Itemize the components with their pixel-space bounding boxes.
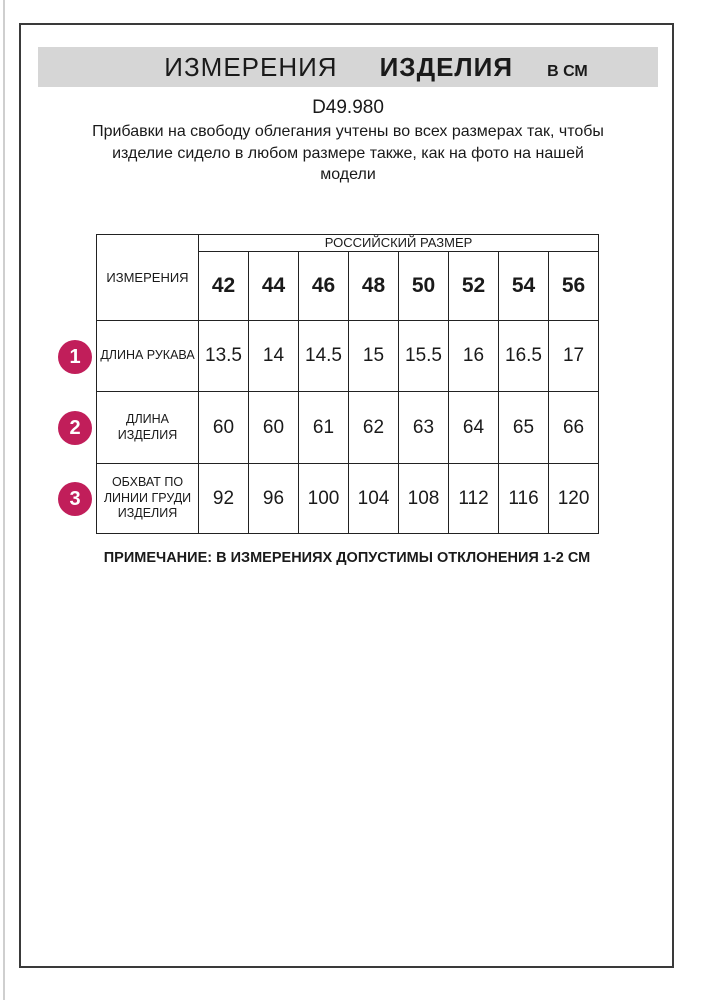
measurement-value-cell: 61	[299, 392, 349, 464]
measurement-value-cell: 63	[399, 392, 449, 464]
size-header-cell: 50	[399, 252, 449, 321]
row-number-badge: 3	[58, 482, 92, 516]
measurement-value-cell: 116	[499, 464, 549, 534]
measurement-value-cell: 15.5	[399, 321, 449, 392]
size-table	[96, 234, 599, 534]
measurement-value-cell: 15	[349, 321, 399, 392]
row-number-badge: 2	[58, 411, 92, 445]
size-header-cell: 56	[549, 252, 599, 321]
table-corner-header: ИЗМЕРЕНИЯ	[97, 235, 199, 321]
measurement-value-cell: 64	[449, 392, 499, 464]
size-header-cell: 46	[299, 252, 349, 321]
measurement-label: ОБХВАТ ПО ЛИНИИ ГРУДИ ИЗДЕЛИЯ	[97, 464, 199, 534]
measurement-value-cell: 100	[299, 464, 349, 534]
measurement-row	[97, 321, 599, 392]
scan-edge-line	[3, 0, 5, 1000]
measurement-label: ДЛИНА ИЗДЕЛИЯ	[97, 392, 199, 464]
measurement-label: ДЛИНА РУКАВА	[97, 321, 199, 392]
title-product-label: ИЗДЕЛИЯ	[379, 51, 514, 82]
measurement-value-cell: 96	[249, 464, 299, 534]
measurement-value-cell: 104	[349, 464, 399, 534]
measurement-value-cell: 65	[499, 392, 549, 464]
title-units-label: В СМ	[547, 62, 588, 80]
measurement-value-cell: 66	[549, 392, 599, 464]
measurement-value-cell: 62	[349, 392, 399, 464]
description-line: модели	[320, 166, 376, 183]
description-line: Прибавки на свободу облегания учтены во всех размерах так, чтобы	[92, 123, 604, 140]
description-text	[38, 121, 658, 186]
size-header-cell: 42	[199, 252, 249, 321]
measurement-row	[97, 392, 599, 464]
measurement-value-cell: 16.5	[499, 321, 549, 392]
size-group-row	[97, 235, 599, 252]
measurement-value-cell: 16	[449, 321, 499, 392]
title-measurements-label: ИЗМЕРЕНИЯ	[164, 51, 338, 82]
measurement-value-cell: 17	[549, 321, 599, 392]
size-header-cell: 44	[249, 252, 299, 321]
measurement-value-cell: 14.5	[299, 321, 349, 392]
measurement-value-cell: 60	[199, 392, 249, 464]
measurement-value-cell: 120	[549, 464, 599, 534]
measurement-value-cell: 92	[199, 464, 249, 534]
description-line: изделие сидело в любом размере также, как на фото на нашей	[112, 144, 584, 162]
note-text: ПРИМЕЧАНИЕ: В ИЗМЕРЕНИЯХ ДОПУСТИМЫ ОТКЛОНЕНИЯ 1-2 СМ	[103, 550, 591, 566]
measurement-value-cell: 60	[249, 392, 299, 464]
measurement-value-cell: 14	[249, 321, 299, 392]
row-number-badge: 1	[58, 340, 92, 374]
title-bar	[38, 47, 658, 87]
page-title	[164, 52, 587, 83]
size-header-cell: 48	[349, 252, 399, 321]
size-group-header: РОССИЙСКИЙ РАЗМЕР	[199, 235, 599, 252]
measurement-value-cell: 112	[449, 464, 499, 534]
measurement-value-cell: 13.5	[199, 321, 249, 392]
measurement-row	[97, 464, 599, 534]
size-header-cell: 52	[449, 252, 499, 321]
measurement-value-cell: 108	[399, 464, 449, 534]
product-code: D49.980	[312, 97, 384, 118]
size-header-cell: 54	[499, 252, 549, 321]
